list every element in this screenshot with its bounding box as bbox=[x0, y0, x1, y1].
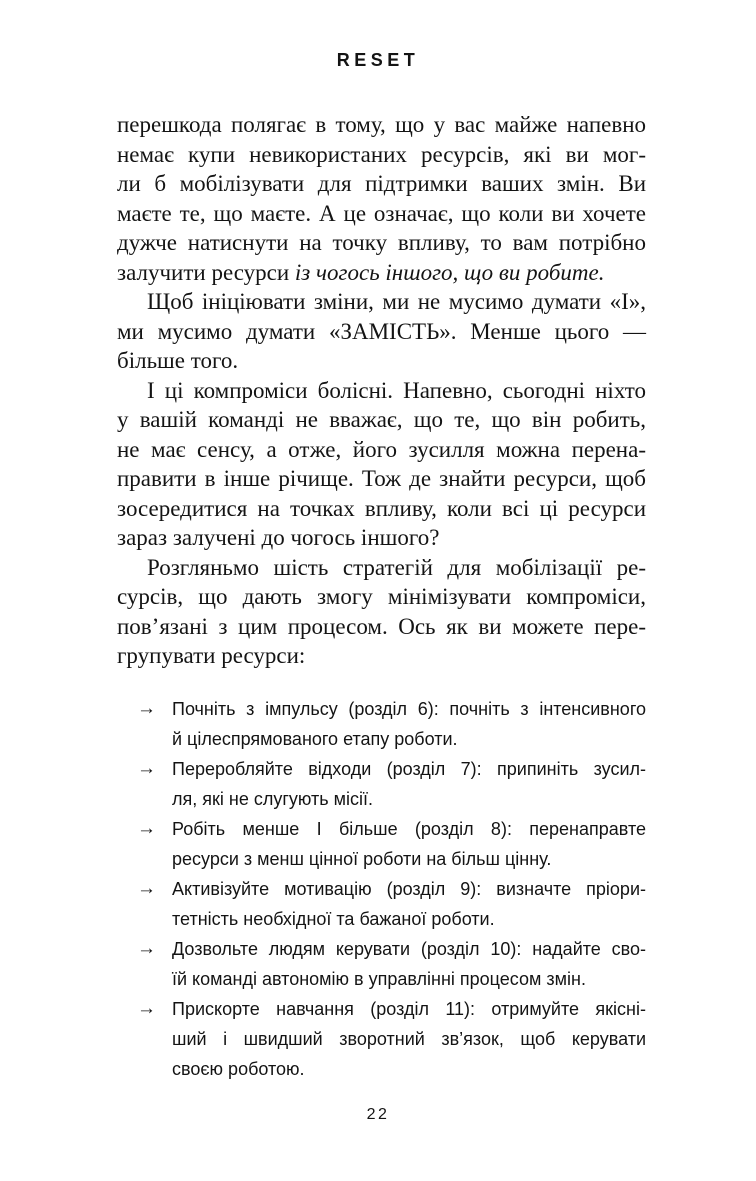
text-line bbox=[117, 199, 646, 229]
text-line: ший і швидший зворотний зв’язок, щоб керувати bbox=[172, 1028, 646, 1049]
body-paragraph bbox=[117, 287, 646, 376]
text-line bbox=[117, 494, 646, 524]
text-run: І ці компроміси болісні. Напевно, сьогодні ніхто bbox=[147, 377, 646, 403]
text-run: ми мусимо думати «ЗАМІСТЬ». Менше цього — bbox=[117, 318, 646, 344]
arrow-bullet-icon: → bbox=[137, 817, 156, 839]
text-line bbox=[117, 553, 646, 583]
list-item bbox=[117, 874, 646, 934]
list-item bbox=[117, 934, 646, 994]
text-run: правити в інше річище. Тож де знайти ресурси, щоб bbox=[117, 466, 646, 491]
text-line: Прискорте навчання (розділ 11): отримуйте якісні- bbox=[172, 998, 646, 1019]
text-run: більше того. bbox=[117, 348, 239, 373]
text-line bbox=[117, 405, 646, 435]
text-run: зосередитися на точках впливу, коли всі ці ресурси bbox=[117, 495, 646, 521]
list-item bbox=[117, 754, 646, 814]
text-run: дужче натиснути на точку впливу, то вам потрібно bbox=[117, 230, 646, 255]
arrow-bullet-icon: → bbox=[137, 757, 156, 779]
text-run: пов’язані з цим процесом. Ось як ви можете пере- bbox=[117, 613, 646, 639]
text-line bbox=[117, 376, 646, 406]
text-line bbox=[117, 464, 646, 494]
text-line bbox=[117, 228, 646, 258]
text-line: Активізуйте мотивацію (розділ 9): визначте пріори- bbox=[172, 878, 646, 899]
text-line bbox=[117, 346, 646, 376]
running-head-title: RESET bbox=[336, 50, 420, 70]
text-run: не має сенсу, а отже, його зусилля можна перена- bbox=[117, 436, 646, 462]
text-line: їй команді автономію в управлінні процесом змін. bbox=[172, 968, 586, 989]
text-run: ли б мобілізувати для підтримки ваших змін. Ви bbox=[117, 171, 646, 196]
text-line: тетність необхідної та бажаної роботи. bbox=[172, 908, 495, 929]
text-line bbox=[117, 258, 646, 288]
text-line bbox=[117, 612, 646, 642]
body-paragraph bbox=[117, 110, 646, 287]
list-item bbox=[117, 994, 646, 1084]
text-run: групувати ресурси: bbox=[117, 643, 306, 668]
text-line bbox=[117, 435, 646, 465]
text-line bbox=[117, 582, 646, 612]
text-line bbox=[117, 110, 646, 140]
text-line: своєю роботою. bbox=[172, 1058, 305, 1079]
text-run: Розгляньмо шість стратегій для мобілізації ре- bbox=[147, 554, 646, 580]
text-line bbox=[117, 641, 646, 671]
text-line: ресурси з менш цінної роботи на більш цінну. bbox=[172, 848, 552, 869]
text-run: перешкода полягає в тому, що у вас майже напевно bbox=[117, 112, 646, 137]
text-run: маєте те, що маєте. А це означає, що коли ви хочете bbox=[117, 200, 646, 226]
text-line bbox=[117, 287, 646, 317]
body-text bbox=[117, 110, 646, 671]
text-line: ля, які не слугують місії. bbox=[172, 788, 373, 809]
text-line: й цілеспрямованого етапу роботи. bbox=[172, 728, 458, 749]
text-line bbox=[117, 140, 646, 170]
text-line bbox=[117, 317, 646, 347]
arrow-bullet-icon: → bbox=[137, 697, 156, 719]
arrow-bullet-icon: → bbox=[137, 877, 156, 899]
italic-phrase: із чогось іншого, що ви робите. bbox=[294, 259, 605, 285]
text-line: Почніть з імпульсу (розділ 6): почніть з інтенсивного bbox=[172, 698, 646, 719]
arrow-bullet-icon: → bbox=[137, 937, 156, 959]
text-run: сурсів, що дають змогу мінімізувати компроміси, bbox=[117, 584, 646, 609]
page-number: 22 bbox=[366, 1106, 390, 1123]
text-line bbox=[117, 169, 646, 199]
body-paragraph bbox=[117, 553, 646, 671]
arrow-bullet-icon: → bbox=[137, 997, 156, 1019]
text-column bbox=[117, 110, 646, 1084]
text-run: немає купи невикористаних ресурсів, які ви мог- bbox=[117, 141, 646, 167]
text-line: Переробляйте відходи (розділ 7): припиніть зусил- bbox=[172, 758, 646, 779]
text-line: Робіть менше І більше (розділ 8): перенаправте bbox=[172, 818, 646, 839]
list-item bbox=[117, 814, 646, 874]
strategy-list bbox=[117, 694, 646, 1084]
body-paragraph bbox=[117, 376, 646, 553]
text-line bbox=[117, 523, 646, 553]
text-run: залучити ресурси bbox=[117, 259, 295, 285]
text-run: Щоб ініціювати зміни, ми не мусимо думати «І», bbox=[147, 289, 646, 314]
text-run: зараз залучені до чогось іншого? bbox=[117, 525, 440, 550]
text-run: у вашій команді не вважає, що те, що він робить, bbox=[117, 407, 646, 432]
text-line: Дозвольте людям керувати (розділ 10): надайте сво- bbox=[172, 938, 646, 959]
list-item bbox=[117, 694, 646, 754]
